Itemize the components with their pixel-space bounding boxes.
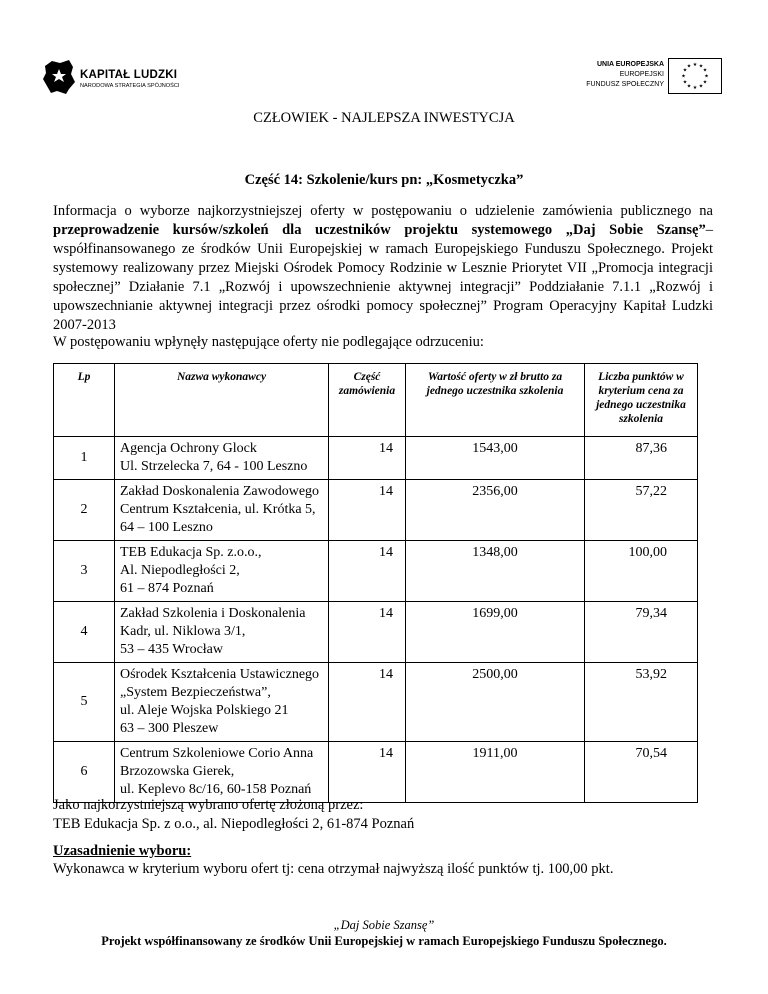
poland-map-icon bbox=[42, 58, 76, 96]
cell-value: 1543,00 bbox=[406, 437, 585, 480]
header-value: Wartość oferty w zł brutto za jednego uczestnika szkolenia bbox=[406, 364, 585, 437]
intro-bold-phrase: przeprowadzenie kursów/szkoleń dla uczestników projektu systemowego „Daj Sobie Szansę” bbox=[53, 222, 706, 238]
cell-points: 100,00 bbox=[585, 541, 698, 602]
intro-rest: – współfinansowanego ze środków Unii Europejskiej w ramach Europejskiego Funduszu Społecznego. Projekt systemowy realizowany przez Miejski Ośrodek Pomocy Rodzinie w Lesznie Priorytet VII „Promocja integracji społecznej” Działanie 7.1 „Rozwój i upowszechnienie aktywnej integracji” Poddziałanie 7.1.1 „Rozwój i upowszechnianie aktywnej integracji przez ośrodki pomocy społecznej” Program Operacyjny Kapitał Ludzki 2007-2013 bbox=[53, 222, 713, 333]
cell-lp: 3 bbox=[54, 541, 115, 602]
chosen-line-2: TEB Edukacja Sp. z o.o., al. Niepodległości 2, 61-874 Poznań bbox=[53, 816, 415, 832]
svg-text:★: ★ bbox=[681, 73, 686, 80]
intro-paragraph bbox=[53, 202, 713, 335]
name-line: TEB Edukacja Sp. z.o.o., bbox=[120, 545, 262, 560]
cell-lp: 5 bbox=[54, 663, 115, 742]
name-line: 64 – 100 Leszno bbox=[120, 520, 213, 535]
table-header-row bbox=[54, 364, 698, 437]
cell-points: 53,92 bbox=[585, 663, 698, 742]
header-lp: Lp bbox=[54, 364, 115, 437]
chosen-line-1: Jako najkorzystniejszą wybrano ofertę złożoną przez: bbox=[53, 797, 364, 813]
table-row bbox=[54, 437, 698, 480]
svg-text:★: ★ bbox=[698, 83, 704, 90]
offers-table bbox=[53, 363, 698, 803]
table-row bbox=[54, 480, 698, 541]
cell-value: 1911,00 bbox=[406, 742, 585, 803]
footer-slogan: „Daj Sobie Szansę” bbox=[333, 918, 435, 932]
cell-name bbox=[115, 663, 329, 742]
name-line: Kadr, ul. Niklowa 3/1, bbox=[120, 624, 246, 639]
cell-part: 14 bbox=[329, 480, 406, 541]
cell-lp: 2 bbox=[54, 480, 115, 541]
cell-part: 14 bbox=[329, 541, 406, 602]
cell-value: 1699,00 bbox=[406, 602, 585, 663]
svg-text:★: ★ bbox=[682, 67, 688, 74]
name-line: Centrum Kształcenia, ul. Krótka 5, bbox=[120, 502, 316, 517]
name-line: 61 – 874 Poznań bbox=[120, 581, 214, 596]
eu-flag-icon bbox=[668, 58, 722, 94]
name-line: „System Bezpieczeństwa”, bbox=[120, 685, 271, 700]
header-slogan: CZŁOWIEK - NAJLEPSZA INWESTYCJA bbox=[253, 110, 515, 126]
name-line: 63 – 300 Pleszew bbox=[120, 721, 219, 736]
svg-text:★: ★ bbox=[686, 83, 692, 90]
name-line: Brzozowska Gierek, bbox=[120, 764, 235, 779]
cell-part: 14 bbox=[329, 663, 406, 742]
cell-points: 57,22 bbox=[585, 480, 698, 541]
name-line: Zakład Doskonalenia Zawodowego bbox=[120, 484, 320, 499]
intro-line-1: Informacja o wyborze najkorzystniejszej oferty w postępowaniu o udzielenie zamówienia publicznego na bbox=[53, 203, 713, 219]
name-line: Ośrodek Kształcenia Ustawicznego bbox=[120, 667, 320, 682]
name-line: Centrum Szkoleniowe Corio Anna bbox=[120, 746, 314, 761]
name-line: Zakład Szkolenia i Doskonalenia bbox=[120, 606, 306, 621]
cell-lp: 6 bbox=[54, 742, 115, 803]
cell-name bbox=[115, 541, 329, 602]
name-line: Agencja Ochrony Glock bbox=[120, 441, 257, 456]
cell-lp: 4 bbox=[54, 602, 115, 663]
eu-logo-text bbox=[586, 60, 664, 90]
name-line: Al. Niepodległości 2, bbox=[120, 563, 240, 578]
kapital-ludzki-logo bbox=[42, 58, 202, 98]
name-line: 53 – 435 Wrocław bbox=[120, 642, 223, 657]
header-name: Nazwa wykonawcy bbox=[115, 364, 329, 437]
cell-name bbox=[115, 480, 329, 541]
svg-text:★: ★ bbox=[702, 79, 708, 86]
table-row bbox=[54, 742, 698, 803]
cell-name bbox=[115, 437, 329, 480]
name-line: ul. Aleje Wojska Polskiego 21 bbox=[120, 703, 289, 718]
svg-text:★: ★ bbox=[686, 63, 692, 70]
table-row bbox=[54, 541, 698, 602]
justification-text: Wykonawca w kryterium wyboru ofert tj: cena otrzymał najwyższą ilość punktów tj. 100,00 pkt. bbox=[53, 861, 614, 877]
eu-logo bbox=[562, 58, 722, 94]
cell-value: 2356,00 bbox=[406, 480, 585, 541]
kl-logo-subtitle: NARODOWA STRATEGIA SPÓJNOŚCI bbox=[80, 83, 180, 89]
kl-logo-title: KAPITAŁ LUDZKI bbox=[80, 69, 178, 81]
table-row bbox=[54, 663, 698, 742]
svg-text:★: ★ bbox=[692, 62, 698, 68]
cell-lp: 1 bbox=[54, 437, 115, 480]
footer-note: Projekt współfinansowany ze środków Unii Europejskiej w ramach Europejskiego Funduszu Społecznego. bbox=[101, 934, 667, 948]
part-title: Część 14: Szkolenie/kurs pn: „Kosmetyczka” bbox=[244, 172, 524, 188]
cell-part: 14 bbox=[329, 742, 406, 803]
cell-value: 2500,00 bbox=[406, 663, 585, 742]
offers-note: W postępowaniu wpłynęły następujące oferty nie podlegające odrzuceniu: bbox=[53, 334, 484, 350]
eu-line-3: FUNDUSZ SPOŁECZNY bbox=[586, 81, 664, 88]
header-part: Część zamówienia bbox=[329, 364, 406, 437]
svg-text:★: ★ bbox=[698, 63, 704, 70]
svg-text:★: ★ bbox=[704, 73, 709, 80]
cell-points: 87,36 bbox=[585, 437, 698, 480]
name-line: Ul. Strzelecka 7, 64 - 100 Leszno bbox=[120, 459, 308, 474]
header-points: Liczba punktów w kryterium cena za jednego uczestnika szkolenia bbox=[585, 364, 698, 437]
svg-text:★: ★ bbox=[702, 67, 708, 74]
cell-points: 79,34 bbox=[585, 602, 698, 663]
svg-text:★: ★ bbox=[682, 79, 688, 86]
eu-line-1: UNIA EUROPEJSKA bbox=[596, 61, 664, 68]
cell-part: 14 bbox=[329, 437, 406, 480]
cell-value: 1348,00 bbox=[406, 541, 585, 602]
chosen-offer bbox=[53, 796, 414, 834]
cell-part: 14 bbox=[329, 602, 406, 663]
cell-name bbox=[115, 602, 329, 663]
cell-name bbox=[115, 742, 329, 803]
justification-heading: Uzasadnienie wyboru: bbox=[53, 843, 192, 859]
svg-text:★: ★ bbox=[692, 85, 698, 91]
cell-points: 70,54 bbox=[585, 742, 698, 803]
name-line: ul. Keplevo 8c/16, 60-158 Poznań bbox=[120, 782, 312, 797]
table-row bbox=[54, 602, 698, 663]
eu-line-2: EUROPEJSKI bbox=[619, 71, 664, 78]
